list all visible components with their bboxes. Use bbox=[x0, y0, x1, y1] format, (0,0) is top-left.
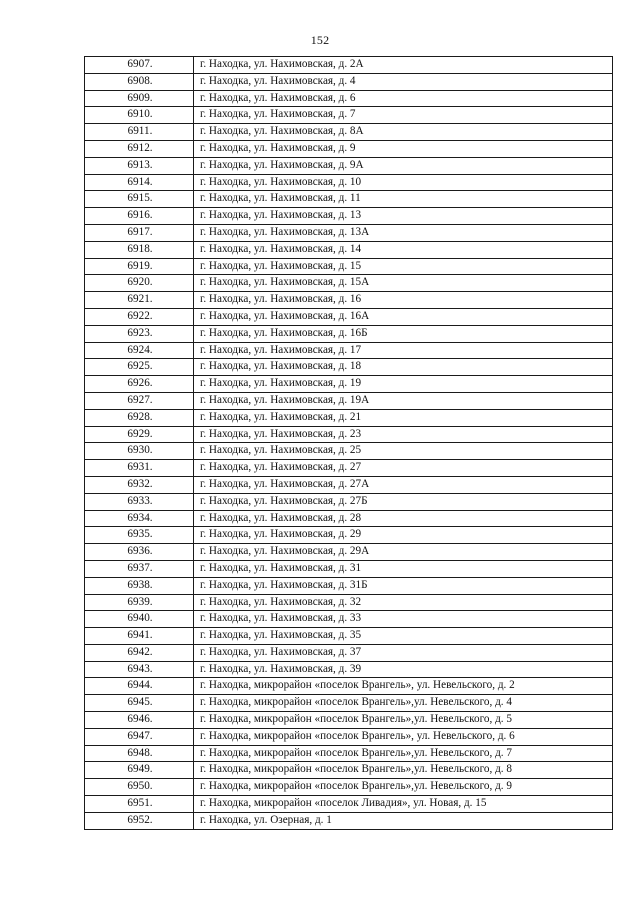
row-number: 6951. bbox=[85, 796, 194, 813]
table-row bbox=[85, 611, 613, 628]
table-row bbox=[85, 678, 613, 695]
row-address: г. Находка, ул. Нахимовская, д. 31 bbox=[194, 560, 613, 577]
table-row bbox=[85, 812, 613, 829]
table-row bbox=[85, 208, 613, 225]
table-row bbox=[85, 140, 613, 157]
row-number: 6952. bbox=[85, 812, 194, 829]
table-row bbox=[85, 460, 613, 477]
row-address: г. Находка, ул. Нахимовская, д. 11 bbox=[194, 191, 613, 208]
row-number: 6942. bbox=[85, 644, 194, 661]
row-number: 6928. bbox=[85, 409, 194, 426]
table-row bbox=[85, 359, 613, 376]
address-table bbox=[84, 56, 613, 830]
table-row bbox=[85, 258, 613, 275]
row-address: г. Находка, ул. Нахимовская, д. 29 bbox=[194, 527, 613, 544]
table-row bbox=[85, 107, 613, 124]
table-row bbox=[85, 124, 613, 141]
row-number: 6932. bbox=[85, 476, 194, 493]
table-row bbox=[85, 73, 613, 90]
table-row bbox=[85, 443, 613, 460]
row-number: 6947. bbox=[85, 728, 194, 745]
row-number: 6946. bbox=[85, 712, 194, 729]
row-address: г. Находка, микрорайон «поселок Ливадия», ул. Новая, д. 15 bbox=[194, 796, 613, 813]
row-number: 6910. bbox=[85, 107, 194, 124]
table-row bbox=[85, 779, 613, 796]
table-row bbox=[85, 174, 613, 191]
row-number: 6935. bbox=[85, 527, 194, 544]
row-number: 6908. bbox=[85, 73, 194, 90]
row-number: 6949. bbox=[85, 762, 194, 779]
row-number: 6929. bbox=[85, 426, 194, 443]
row-address: г. Находка, ул. Нахимовская, д. 14 bbox=[194, 241, 613, 258]
row-number: 6939. bbox=[85, 594, 194, 611]
table-row bbox=[85, 224, 613, 241]
row-address: г. Находка, ул. Нахимовская, д. 4 bbox=[194, 73, 613, 90]
table-row bbox=[85, 342, 613, 359]
table-row bbox=[85, 796, 613, 813]
row-address: г. Находка, ул. Нахимовская, д. 15А bbox=[194, 275, 613, 292]
row-number: 6915. bbox=[85, 191, 194, 208]
row-address: г. Находка, ул. Озерная, д. 1 bbox=[194, 812, 613, 829]
row-number: 6941. bbox=[85, 628, 194, 645]
row-number: 6919. bbox=[85, 258, 194, 275]
row-number: 6938. bbox=[85, 577, 194, 594]
row-address: г. Находка, ул. Нахимовская, д. 6 bbox=[194, 90, 613, 107]
row-number: 6917. bbox=[85, 224, 194, 241]
row-number: 6945. bbox=[85, 695, 194, 712]
table-row bbox=[85, 527, 613, 544]
table-row bbox=[85, 510, 613, 527]
row-number: 6948. bbox=[85, 745, 194, 762]
row-number: 6927. bbox=[85, 392, 194, 409]
row-address: г. Находка, ул. Нахимовская, д. 18 bbox=[194, 359, 613, 376]
row-address: г. Находка, ул. Нахимовская, д. 9 bbox=[194, 140, 613, 157]
row-address: г. Находка, ул. Нахимовская, д. 32 bbox=[194, 594, 613, 611]
row-address: г. Находка, микрорайон «поселок Врангель»,ул. Невельского, д. 9 bbox=[194, 779, 613, 796]
row-number: 6940. bbox=[85, 611, 194, 628]
row-number: 6926. bbox=[85, 376, 194, 393]
row-address: г. Находка, ул. Нахимовская, д. 27Б bbox=[194, 493, 613, 510]
row-address: г. Находка, ул. Нахимовская, д. 19 bbox=[194, 376, 613, 393]
row-address: г. Находка, микрорайон «поселок Врангель», ул. Невельского, д. 6 bbox=[194, 728, 613, 745]
row-address: г. Находка, ул. Нахимовская, д. 29А bbox=[194, 544, 613, 561]
row-address: г. Находка, ул. Нахимовская, д. 33 bbox=[194, 611, 613, 628]
table-row bbox=[85, 409, 613, 426]
table-row bbox=[85, 191, 613, 208]
row-address: г. Находка, микрорайон «поселок Врангель»,ул. Невельского, д. 5 bbox=[194, 712, 613, 729]
row-address: г. Находка, ул. Нахимовская, д. 13 bbox=[194, 208, 613, 225]
row-address: г. Находка, ул. Нахимовская, д. 39 bbox=[194, 661, 613, 678]
address-table-body bbox=[85, 57, 613, 830]
row-address: г. Находка, ул. Нахимовская, д. 16 bbox=[194, 292, 613, 309]
table-row bbox=[85, 57, 613, 74]
table-row bbox=[85, 712, 613, 729]
table-row bbox=[85, 426, 613, 443]
row-number: 6933. bbox=[85, 493, 194, 510]
row-address: г. Находка, микрорайон «поселок Врангель»,ул. Невельского, д. 8 bbox=[194, 762, 613, 779]
row-address: г. Находка, микрорайон «поселок Врангель», ул. Невельского, д. 2 bbox=[194, 678, 613, 695]
table-row bbox=[85, 644, 613, 661]
table-row bbox=[85, 577, 613, 594]
row-address: г. Находка, ул. Нахимовская, д. 9А bbox=[194, 157, 613, 174]
row-number: 6913. bbox=[85, 157, 194, 174]
row-address: г. Находка, ул. Нахимовская, д. 16А bbox=[194, 308, 613, 325]
table-row bbox=[85, 308, 613, 325]
row-number: 6950. bbox=[85, 779, 194, 796]
table-row bbox=[85, 275, 613, 292]
table-row bbox=[85, 376, 613, 393]
table-row bbox=[85, 560, 613, 577]
table-row bbox=[85, 476, 613, 493]
row-address: г. Находка, ул. Нахимовская, д. 27А bbox=[194, 476, 613, 493]
table-row bbox=[85, 762, 613, 779]
row-number: 6912. bbox=[85, 140, 194, 157]
table-row bbox=[85, 325, 613, 342]
row-address: г. Находка, ул. Нахимовская, д. 16Б bbox=[194, 325, 613, 342]
row-address: г. Находка, ул. Нахимовская, д. 7 bbox=[194, 107, 613, 124]
row-address: г. Находка, ул. Нахимовская, д. 23 bbox=[194, 426, 613, 443]
row-number: 6920. bbox=[85, 275, 194, 292]
row-address: г. Находка, ул. Нахимовская, д. 2А bbox=[194, 57, 613, 74]
table-row bbox=[85, 241, 613, 258]
row-address: г. Находка, ул. Нахимовская, д. 37 bbox=[194, 644, 613, 661]
row-number: 6914. bbox=[85, 174, 194, 191]
row-number: 6924. bbox=[85, 342, 194, 359]
row-address: г. Находка, ул. Нахимовская, д. 19А bbox=[194, 392, 613, 409]
row-number: 6936. bbox=[85, 544, 194, 561]
row-number: 6923. bbox=[85, 325, 194, 342]
row-address: г. Находка, ул. Нахимовская, д. 27 bbox=[194, 460, 613, 477]
row-number: 6907. bbox=[85, 57, 194, 74]
table-row bbox=[85, 728, 613, 745]
table-row bbox=[85, 745, 613, 762]
row-address: г. Находка, ул. Нахимовская, д. 8А bbox=[194, 124, 613, 141]
row-number: 6943. bbox=[85, 661, 194, 678]
row-number: 6916. bbox=[85, 208, 194, 225]
row-number: 6911. bbox=[85, 124, 194, 141]
table-row bbox=[85, 628, 613, 645]
row-number: 6944. bbox=[85, 678, 194, 695]
row-number: 6931. bbox=[85, 460, 194, 477]
row-address: г. Находка, микрорайон «поселок Врангель»,ул. Невельского, д. 4 bbox=[194, 695, 613, 712]
row-address: г. Находка, ул. Нахимовская, д. 21 bbox=[194, 409, 613, 426]
row-address: г. Находка, ул. Нахимовская, д. 15 bbox=[194, 258, 613, 275]
table-row bbox=[85, 292, 613, 309]
row-address: г. Находка, ул. Нахимовская, д. 13А bbox=[194, 224, 613, 241]
row-number: 6921. bbox=[85, 292, 194, 309]
row-address: г. Находка, ул. Нахимовская, д. 35 bbox=[194, 628, 613, 645]
row-number: 6930. bbox=[85, 443, 194, 460]
table-row bbox=[85, 695, 613, 712]
row-number: 6918. bbox=[85, 241, 194, 258]
row-address: г. Находка, ул. Нахимовская, д. 28 bbox=[194, 510, 613, 527]
row-number: 6922. bbox=[85, 308, 194, 325]
table-row bbox=[85, 392, 613, 409]
row-number: 6934. bbox=[85, 510, 194, 527]
row-address: г. Находка, ул. Нахимовская, д. 17 bbox=[194, 342, 613, 359]
row-address: г. Находка, ул. Нахимовская, д. 31Б bbox=[194, 577, 613, 594]
table-row bbox=[85, 157, 613, 174]
table-row bbox=[85, 544, 613, 561]
row-number: 6909. bbox=[85, 90, 194, 107]
table-row bbox=[85, 594, 613, 611]
table-row bbox=[85, 493, 613, 510]
row-address: г. Находка, микрорайон «поселок Врангель»,ул. Невельского, д. 7 bbox=[194, 745, 613, 762]
row-number: 6925. bbox=[85, 359, 194, 376]
row-address: г. Находка, ул. Нахимовская, д. 25 bbox=[194, 443, 613, 460]
table-row bbox=[85, 90, 613, 107]
row-address: г. Находка, ул. Нахимовская, д. 10 bbox=[194, 174, 613, 191]
page-number: 152 bbox=[310, 33, 330, 47]
row-number: 6937. bbox=[85, 560, 194, 577]
table-row bbox=[85, 661, 613, 678]
